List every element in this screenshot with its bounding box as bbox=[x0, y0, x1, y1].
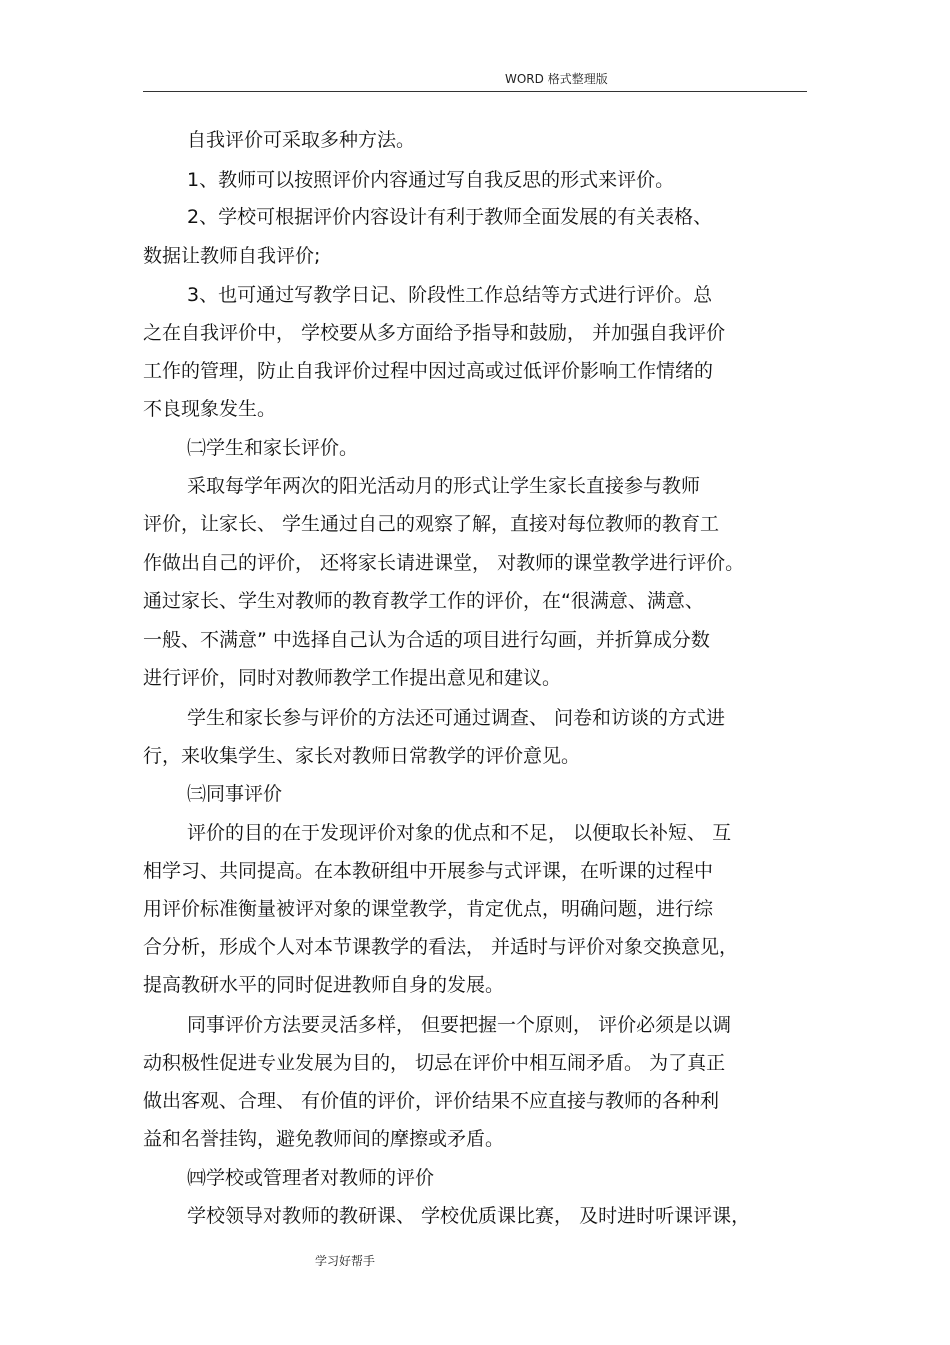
paragraph-line: 数据让教师自我评价; bbox=[143, 245, 321, 267]
paragraph-line: 益和名誉挂钩，避免教师间的摩擦或矛盾。 bbox=[143, 1128, 505, 1150]
section-heading: ㈣学校或管理者对教师的评价 bbox=[187, 1167, 435, 1189]
paragraph-line: 相学习、共同提高。在本教研组中开展参与式评课，在听课的过程中 bbox=[143, 860, 714, 882]
section-heading: ㈡学生和家长评价。 bbox=[187, 437, 359, 459]
paragraph-line: 行，来收集学生、家长对教师日常教学的评价意见。 bbox=[143, 745, 581, 767]
paragraph-line: 学校领导对教师的教研课、 学校优质课比赛， 及时进时听课评课， bbox=[187, 1205, 751, 1227]
paragraph-line: 1、教师可以按照评价内容通过写自我反思的形式来评价。 bbox=[187, 169, 675, 191]
paragraph-line: 学生和家长参与评价的方法还可通过调查、 问卷和访谈的方式进 bbox=[187, 707, 726, 729]
paragraph-line: 做出客观、合理、 有价值的评价，评价结果不应直接与教师的各种利 bbox=[143, 1090, 720, 1112]
paragraph-line: 3、也可通过写教学日记、阶段性工作总结等方式进行评价。总 bbox=[187, 284, 713, 306]
paragraph-line: 2、学校可根据评价内容设计有利于教师全面发展的有关表格、 bbox=[187, 206, 713, 228]
paragraph-line: 用评价标准衡量被评对象的课堂教学，肯定优点，明确问题，进行综 bbox=[143, 898, 714, 920]
paragraph-line: 进行评价，同时对教师教学工作提出意见和建议。 bbox=[143, 667, 562, 689]
paragraph-line: 提高教研水平的同时促进教师自身的发展。 bbox=[143, 974, 505, 996]
paragraph-line: 自我评价可采取多种方法。 bbox=[187, 129, 416, 151]
page-header: WORD 格式整理版 bbox=[505, 72, 608, 86]
paragraph-line: 不良现象发生。 bbox=[143, 398, 277, 420]
paragraph-line: 同事评价方法要灵活多样， 但要把握一个原则， 评价必须是以调 bbox=[187, 1014, 732, 1036]
paragraph-line: 评价的目的在于发现评价对象的优点和不足， 以便取长补短、 互 bbox=[187, 822, 732, 844]
paragraph-line: 通过家长、学生对教师的教育教学工作的评价，在“很满意、满意、 bbox=[143, 590, 704, 612]
paragraph-line: 评价，让家长、 学生通过自己的观察了解，直接对每位教师的教育工 bbox=[143, 513, 720, 535]
paragraph-line: 之在自我评价中， 学校要从多方面给予指导和鼓励， 并加强自我评价 bbox=[143, 322, 726, 344]
paragraph-line: 工作的管理，防止自我评价过程中因过高或过低评价影响工作情绪的 bbox=[143, 360, 714, 382]
paragraph-line: 动积极性促进专业发展为目的， 切忌在评价中相互闹矛盾。 为了真正 bbox=[143, 1052, 726, 1074]
section-heading: ㈢同事评价 bbox=[187, 783, 283, 805]
paragraph-line: 作做出自己的评价， 还将家长请进课堂， 对教师的课堂教学进行评价。 bbox=[143, 552, 745, 574]
page-footer: 学习好帮手 bbox=[315, 1254, 376, 1268]
paragraph-line: 一般、不满意” 中选择自己认为合适的项目进行勾画，并折算成分数 bbox=[143, 629, 710, 651]
paragraph-line: 合分析，形成个人对本节课教学的看法， 并适时与评价对象交换意见， bbox=[143, 936, 739, 958]
header-rule bbox=[143, 91, 807, 92]
paragraph-line: 采取每学年两次的阳光活动月的形式让学生家长直接参与教师 bbox=[187, 475, 701, 497]
